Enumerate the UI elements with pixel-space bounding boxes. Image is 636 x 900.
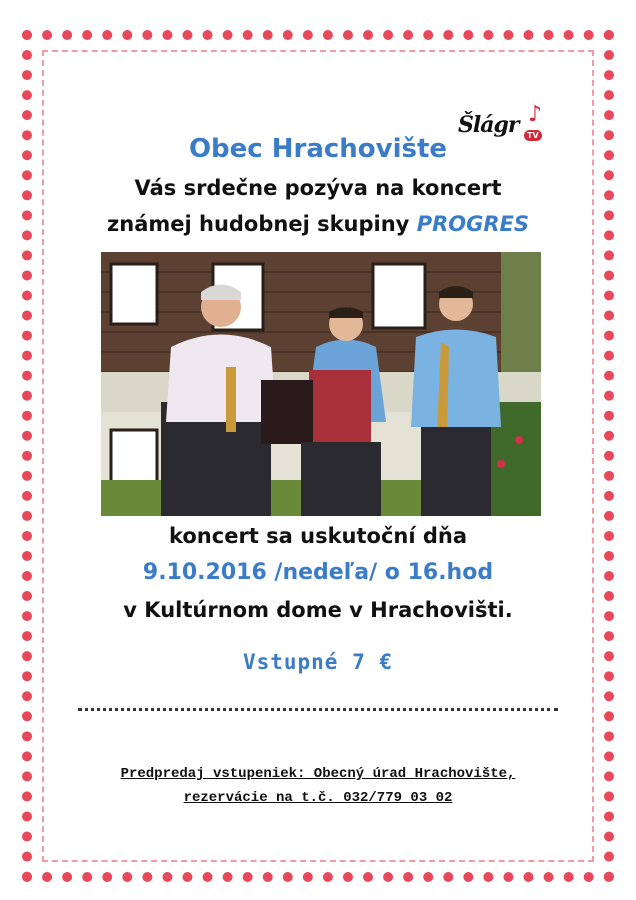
band-photo [101, 252, 541, 516]
music-note-icon: ♪ [528, 102, 543, 127]
concert-date-intro: koncert sa uskutoční dňa [168, 524, 468, 548]
presale-info: Predpredaj vstupeniek: Obecný úrad Hrachovište, [120, 766, 516, 782]
band-name: PROGRES [416, 212, 529, 236]
logo-text: Šlágr [458, 112, 519, 138]
concert-venue: v Kultúrnom dome v Hrachovišti. [123, 598, 513, 622]
ticket-price: Vstupné 7 € [242, 650, 394, 674]
concert-date: 9.10.2016 /nedeľa/ o 16.hod [142, 560, 494, 585]
dotted-divider [78, 708, 558, 711]
logo-badge: TV [524, 130, 542, 141]
reservation-info: rezervácie na t.č. 032/779 03 02 [183, 790, 453, 806]
band-line [0, 212, 636, 236]
band-line-prefix: známej hudobnej skupiny [107, 212, 417, 236]
page-title: Obec Hrachovište [188, 134, 448, 164]
invite-line: Vás srdečne pozýva na koncert [134, 176, 502, 200]
